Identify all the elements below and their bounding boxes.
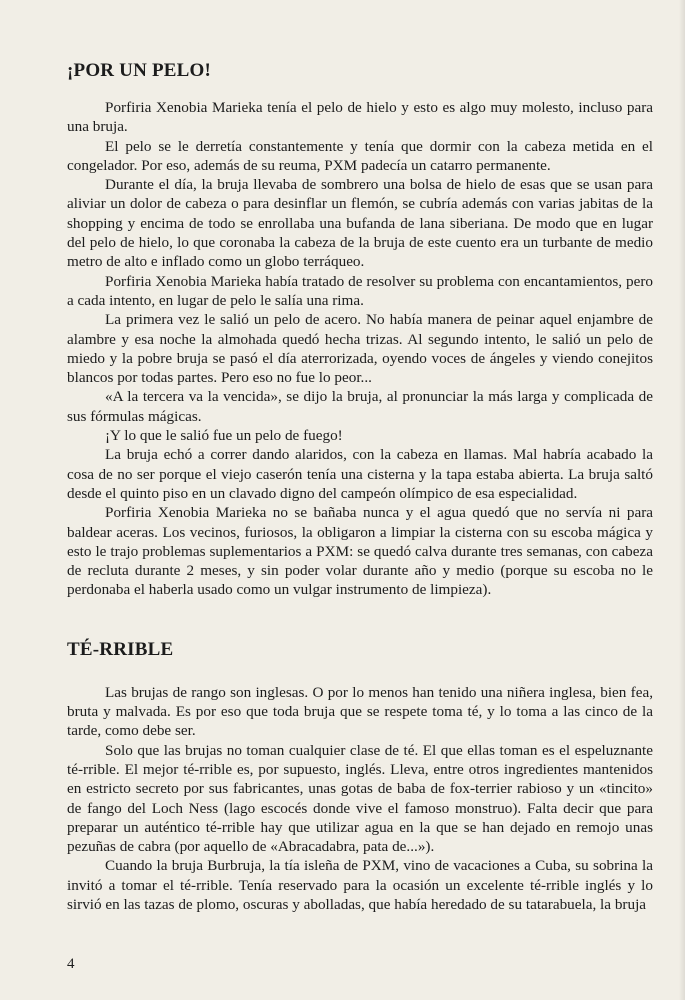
paragraph: Durante el día, la bruja llevaba de sombrero una bolsa de hielo de esas que se usan para aliviar un dolor de cabeza o para desinflar un flemón, se cubría además con varias jabitas de la shopping y encima de todo se enrollaba una bufanda de lana siberiana. De modo que en lugar del pelo de hielo, lo que coronaba la cabeza de la bruja de este cuento era un turbante de medio metro de alto e inflado como un globo terráqueo. bbox=[67, 176, 653, 271]
paragraph: Cuando la bruja Burbruja, la tía isleña de PXM, vino de vacaciones a Cuba, su sobrina la invitó a tomar el té-rrible. Tenía reservado para la ocasión un excelente té-rrible inglés y lo sirvió en las tazas de plomo, oscuras y abolladas, que había heredado de su tatarabuela, la bruja bbox=[67, 857, 653, 913]
story-por-un-pelo bbox=[67, 59, 653, 600]
page-edge-shadow bbox=[679, 0, 685, 1000]
paragraph: «A la tercera va la vencida», se dijo la bruja, al pronunciar la más larga y complicada de sus fórmulas mágicas. bbox=[67, 388, 653, 425]
paragraph: La primera vez le salió un pelo de acero. No había manera de peinar aquel enjambre de alambre y esa noche la almohada quedó hecha trizas. Al segundo intento, le salió un pelo de miedo y la pobre bruja se pasó el día aterrorizada, oyendo voces de ángeles y viendo conejitos blancos por todas partes. Pero eso no fue lo peor... bbox=[67, 311, 653, 387]
paragraph: Las brujas de rango son inglesas. O por lo menos han tenido una niñera inglesa, bien fea, bruta y malvada. Es por eso que toda bruja que se respete toma té, y lo toma a las cinco de la tarde, como debe ser. bbox=[67, 683, 653, 740]
story-te-rrible bbox=[67, 638, 653, 915]
paragraph: ¡Y lo que le salió fue un pelo de fuego! bbox=[105, 427, 343, 445]
paragraph: La bruja echó a correr dando alaridos, con la cabeza en llamas. Mal habría acabado la cosa de no ser porque el viejo caserón tenía una cisterna y la tapa estaba abierta. La bruja saltó desde el quinto piso en un clavado digno del campeón olímpico de esa especialidad. bbox=[67, 446, 653, 502]
paragraph: Porfiria Xenobia Marieka había tratado de resolver su problema con encantamientos, pero a cada intento, en lugar de pelo le salía una rima. bbox=[67, 272, 653, 309]
page-content bbox=[67, 59, 653, 914]
paragraph: Porfiria Xenobia Marieka no se bañaba nunca y el agua quedó que no servía ni para baldear aceras. Los vecinos, furiosos, la obligaron a limpiar la cisterna con su escoba mágica y esto le trajo problemas suplementarios a PXM: se quedó calva durante tres semanas, con cabeza de recluta durante 2 meses, y sin poder volar durante año y medio (porque su escoba no le perdonaba el haberla usado como un vulgar instrumento de limpieza). bbox=[67, 504, 653, 599]
paragraph: Solo que las brujas no toman cualquier clase de té. El que ellas toman es el espeluznante té-rrible. El mejor té-rrible es, por supuesto, inglés. Lleva, entre otros ingredientes mantenidos en estricto secreto por sus fabricantes, unas gotas de baba de fox-terrier rabioso y un «tincito» de fango del Loch Ness (lago escocés donde vive el famoso monstruo). Falta decir que para preparar un auténtico té-rrible hay que utilizar agua en la que se han dejado en remojo unas pezuñas de cabra (por aquello de «Abracadabra, pata de...»). bbox=[67, 741, 653, 856]
paragraph: El pelo se le derretía constantemente y tenía que dormir con la cabeza metida en el congelador. Por eso, además de su reuma, PXM padecía un catarro permanente. bbox=[67, 137, 653, 174]
page-number: 4 bbox=[67, 956, 75, 972]
paragraph: Porfiria Xenobia Marieka tenía el pelo de hielo y esto es algo muy molesto, incluso para una bruja. bbox=[67, 99, 653, 136]
story-title: ¡POR UN PELO! bbox=[67, 60, 212, 81]
story-title: TÉ-RRIBLE bbox=[67, 638, 174, 660]
